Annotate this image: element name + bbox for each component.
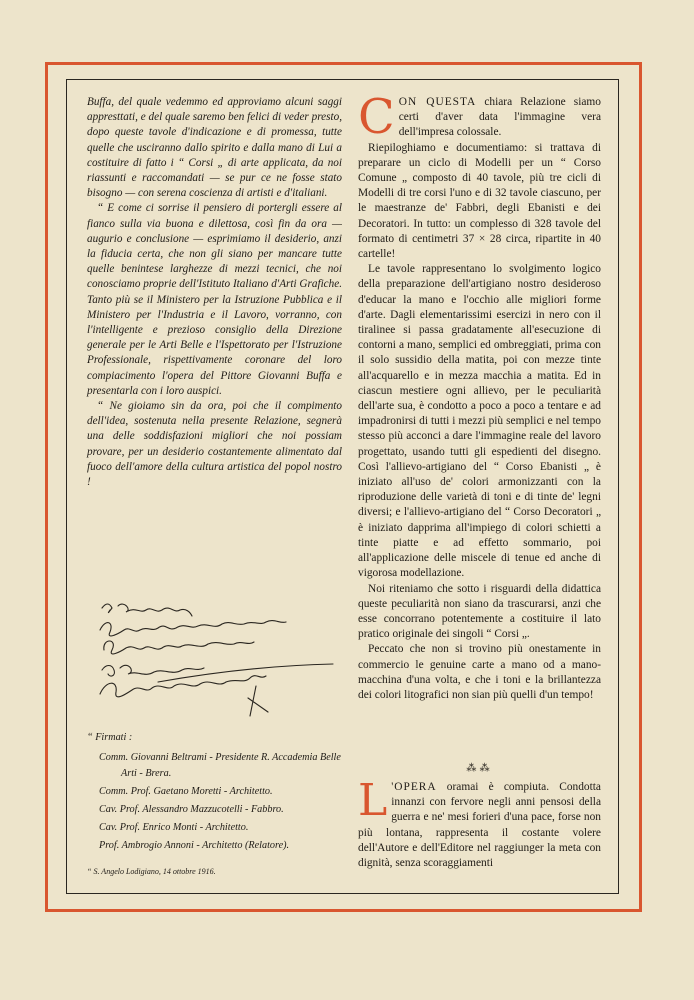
left-para-3: “ Ne gioiamo sin da ora, poi che il compimento dell'idea, sostenuta nella presente Relazione, segnerà una delle soddisfazioni migliori che noi possiam provare, per un desiderio costantemente alimentato dal fuoco dell'amore della cultura artistica del popol nostro !: [87, 400, 342, 489]
signatory-4: Cav. Prof. Enrico Monti - Architetto.: [99, 822, 249, 833]
signatory-2: Comm. Prof. Gaetano Moretti - Architetto.: [99, 786, 273, 797]
right-para-1: chiara Relazione siamo certi d'aver data l'immagine vera dell'impresa colossale.: [398, 96, 601, 139]
lead-caps-2: 'OPERA: [391, 781, 437, 793]
signatories-list: [87, 730, 347, 880]
firmati-header: “ Firmati :: [87, 732, 133, 743]
left-para-2: “ E come ci sorrise il pensiero di portergli essere al fianco sulla via buona e dilettosa, così fin da ora — augurio e conclusione — esprimiamo il desiderio, anzi la fiducia certa, che non gli siano per mancare tutte quelle benintese larghezze di mezzi tecnici, che noi conosciamo proprie dell'Istituto Italiano d'Arti Grafiche. Tanto più se il Ministero per la Istruzione Pubblica e il Ministero per l'Industria e il Lavoro, vorranno, con l'intelligente e prezioso consiglio della Direzione generale per le Arti Belle e l'Ispettorato per l'Istruzione Professionale, rispettivamente coronare del loro compiacimento l'opera del Pittore Giovanni Buffa e presentarla con i loro auspici.: [87, 202, 342, 397]
left-para-1: Buffa, del quale vedemmo ed approviamo alcuni saggi appresttati, e del quale saremo ben felici di veder presto, dopo queste tavole d'indicazione e di promessa, tutte quelle che usciranno dallo spirito e dalla mano di Lui a costituire di fatto i “ Corsi „ di arte applicata, da noi riassunti e raccomandati — se pur ce ne fosse stato bisogno — con serena coscienza di artisti e d'italiani.: [87, 96, 342, 200]
signatory-1: Comm. Giovanni Beltrami - Presidente R. Accademia Belle Arti - Brera.: [99, 752, 341, 779]
signatory-3: Cav. Prof. Alessandro Mazzucotelli - Fabbro.: [99, 804, 284, 815]
right-para-6: oramai è compiuta. Condotta innanzi con fervore negli anni pensosi della guerra e ne' mesi forieri d'una pace, forse non più lontana, rappresenta il costante volere dell'Autore e dell'Editore nel raggiunger la meta con dignità, senza scoraggiamenti: [358, 781, 601, 870]
right-para-2: Riepiloghiamo e documentiamo: si trattava di preparare un ciclo di Modelli per un “ Corso Comune „ composto di 40 tavole, più tre cicli di Modelli di tre corsi l'uno e di 32 tavole ciascuno, per le maestranze de' Fabbri, degli Ebanisti e dei Decoratori. In tutto: un complesso di 328 tavole del formato di centimetri 37 × 28 circa, ripartite in 40 cartelle!: [358, 141, 601, 261]
right-para-5: Peccato che non si trovino più onestamente in commercio le genuine carte a mano od a mano-macchina d'una volta, e che i toni e la brillantezza dei colori litografici non sian più quelli d'un tempo!: [358, 643, 601, 701]
lead-caps-1: ON QUESTA: [398, 96, 477, 108]
signatures: [98, 598, 343, 720]
left-column: [87, 95, 342, 490]
dropcap-l: L: [358, 775, 388, 826]
right-para-3: Le tavole rappresentano lo svolgimento logico della preparazione dell'artigiano nostro desideroso d'educar la mano e l'occhio alle migliori forme d'arte. Dagli elementarissimi esercizi in nero con il tiralinee si passa gradatamente all'esecuzione di contorni a mano, semplici ed ombreggiati, prima con il solo sussidio della matita, poi con mezze tinte all'acquarello e in mezza macchia a matita. Ed in ciascun mestiere ogni allievo, per le peculiarità dell'arte sua, è condotto a poco a poco a tentare e ad impadronirsi di tutti i mezzi più semplici e nel tempo stesso più acconci a dare l'immagine reale del lavoro progettato, usando tutti gli espedienti del disegno. Così l'allievo-artigiano del “ Corso Ebanisti „ è iniziato all'uso de' colori armonizzanti con la riproduzione delle varietà di toni e di tinte de' legni diversi; e l'allievo-artigiano del “ Corso Decoratori „ è iniziato dapprima all'impiego di colori schietti a tinte piatte e ad effetto sommario, poi all'applicazione delle miscele di tenue ed anche di vigorosa modellazione.: [358, 263, 601, 580]
signature-date: “ S. Angelo Lodigiano, 14 ottobre 1916.: [87, 867, 216, 876]
dropcap-c: C: [358, 89, 395, 145]
handwritten-signatures: [98, 598, 343, 720]
signatory-5: Prof. Ambrogio Annoni - Architetto (Relatore).: [99, 840, 290, 851]
right-column: [358, 89, 601, 703]
closing-section: [358, 775, 601, 871]
right-para-4: Noi riteniamo che sotto i risguardi della didattica queste peculiarità non siano da trascurarsi, anzi che esse concorrano potentemente a costituire il lato pratico originale dei singoli “ Corsi „.: [358, 582, 601, 641]
ornament-divider: ⁂ ⁂: [466, 763, 490, 774]
